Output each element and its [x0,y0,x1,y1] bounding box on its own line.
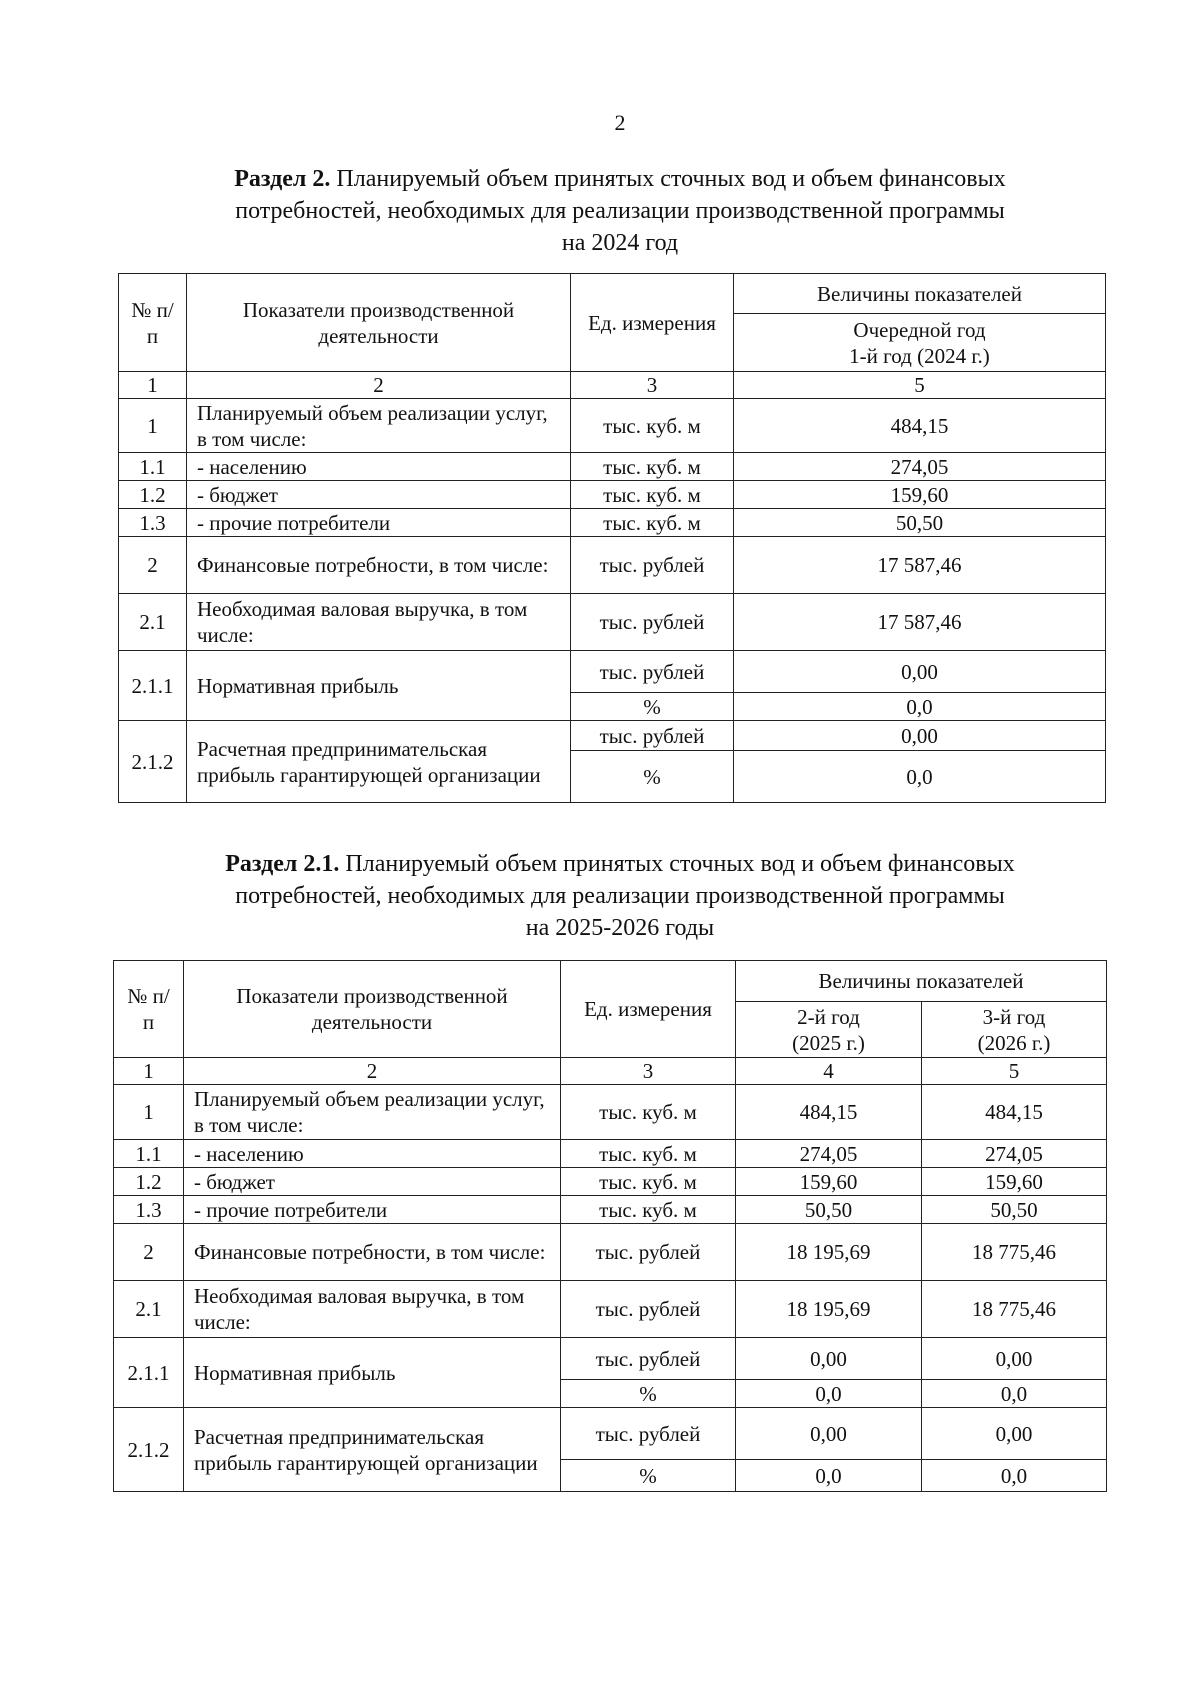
section-title-line2: потребностей, необходимых для реализации производственной программы [235,198,1005,224]
row-num: 2.1.1 [119,651,187,721]
row-indicator: - прочие потребители [184,1196,561,1224]
row-indicator: Расчетная предпринимательская прибыль гарантирующей организации [184,1408,561,1492]
table-row [114,1338,1107,1380]
header-year-2024 [734,314,1106,372]
row-indicator: - населению [187,453,571,481]
row-unit: тыс. рублей [571,537,734,594]
header-year3-line1: 3-й год [982,1004,1046,1029]
section-title-line3: на 2024 год [561,230,679,256]
row-indicator: Необходимая валовая выручка, в том числе: [184,1281,561,1338]
row-unit: тыс. рублей [561,1408,736,1460]
row-indicator: Планируемый объем реализации услуг, в том числе: [184,1085,561,1140]
table-2025-2026 [113,960,1107,1492]
row-num: 2 [119,537,187,594]
header-num: № п/п [114,961,184,1058]
row-indicator: - населению [184,1140,561,1168]
row-value-2026: 159,60 [922,1168,1107,1196]
row-unit: тыс. рублей [571,594,734,651]
header-year-line1: Очередной год [853,317,986,342]
header-year-line2: 1-й год (2024 г.) [849,343,990,368]
table-row [114,1140,1107,1168]
table-row [119,481,1106,509]
row-value-2025: 274,05 [736,1140,922,1168]
row-num: 1 [119,399,187,453]
table-row [114,1408,1107,1460]
row-unit: % [561,1460,736,1492]
row-num: 2 [114,1224,184,1281]
colnum: 1 [119,372,187,399]
row-value: 0,00 [734,721,1106,751]
row-indicator: Нормативная прибыль [184,1338,561,1408]
header-unit: Ед. измерения [571,274,734,372]
row-value: 17 587,46 [734,594,1106,651]
section-title-line3: на 2025-2026 годы [525,915,715,941]
row-indicator: Финансовые потребности, в том числе: [184,1224,561,1281]
row-value-2025: 0,00 [736,1408,922,1460]
row-value-2025: 50,50 [736,1196,922,1224]
row-indicator: - прочие потребители [187,509,571,537]
header-values-group: Величины показателей [736,961,1107,1002]
row-unit: тыс. рублей [561,1224,736,1281]
row-value-2025: 18 195,69 [736,1281,922,1338]
section-title-line1: Планируемый объем принятых сточных вод и объем финансовых [330,166,1006,192]
colnum: 2 [184,1058,561,1085]
row-unit: тыс. куб. м [571,481,734,509]
row-unit: тыс. куб. м [561,1085,736,1140]
header-values-group: Величины показателей [734,274,1106,314]
row-num: 2.1.2 [119,721,187,803]
row-num: 1.1 [114,1140,184,1168]
row-unit: % [561,1380,736,1408]
row-value-2026: 484,15 [922,1085,1107,1140]
table-row [114,1196,1107,1224]
table-row [119,721,1106,751]
row-num: 2.1 [114,1281,184,1338]
row-value-2026: 18 775,46 [922,1224,1107,1281]
row-value-2025: 484,15 [736,1085,922,1140]
row-value-2025: 0,00 [736,1338,922,1380]
row-value-2026: 50,50 [922,1196,1107,1224]
row-unit: тыс. куб. м [571,509,734,537]
row-unit: тыс. рублей [561,1281,736,1338]
header-unit: Ед. измерения [561,961,736,1058]
header-year-2025 [736,1002,922,1058]
row-value-2026: 0,00 [922,1338,1107,1380]
row-indicator: - бюджет [187,481,571,509]
row-value-2026: 0,00 [922,1408,1107,1460]
row-num: 1 [114,1085,184,1140]
section-title-line1: Планируемый объем принятых сточных вод и объем финансовых [339,851,1015,877]
row-unit: тыс. куб. м [571,453,734,481]
row-value-2026: 18 775,46 [922,1281,1107,1338]
table-row [119,594,1106,651]
row-value-2026: 0,0 [922,1380,1107,1408]
colnum: 4 [736,1058,922,1085]
row-unit: тыс. рублей [561,1338,736,1380]
row-unit: тыс. рублей [571,721,734,751]
row-value: 0,0 [734,693,1106,721]
row-num: 1.1 [119,453,187,481]
table-row [114,1224,1107,1281]
header-year-2026 [922,1002,1107,1058]
row-value: 0,00 [734,651,1106,693]
row-value-2025: 0,0 [736,1460,922,1492]
table-2024 [118,273,1106,803]
header-num: № п/п [119,274,187,372]
row-indicator: Финансовые потребности, в том числе: [187,537,571,594]
header-year3-line2: (2026 г.) [977,1030,1051,1055]
colnum: 3 [571,372,734,399]
row-value-2025: 159,60 [736,1168,922,1196]
row-value: 17 587,46 [734,537,1106,594]
header-indicator: Показатели производственной деятельности [187,274,571,372]
row-value-2025: 18 195,69 [736,1224,922,1281]
row-num: 1.3 [114,1196,184,1224]
row-unit: тыс. куб. м [561,1140,736,1168]
section-title-2 [130,163,1110,259]
colnum: 1 [114,1058,184,1085]
row-value-2026: 274,05 [922,1140,1107,1168]
page-number: 2 [614,110,626,135]
colnum: 5 [734,372,1106,399]
row-unit: тыс. куб. м [561,1196,736,1224]
table-row [119,651,1106,693]
row-unit: тыс. куб. м [561,1168,736,1196]
colnum: 2 [187,372,571,399]
table-row [119,399,1106,453]
section-title-bold: Раздел 2.1. [225,851,340,877]
table-row [119,453,1106,481]
header-indicator: Показатели производственной деятельности [184,961,561,1058]
row-num: 1.2 [114,1168,184,1196]
section-title-line2: потребностей, необходимых для реализации производственной программы [235,883,1005,909]
row-value: 50,50 [734,509,1106,537]
row-value: 274,05 [734,453,1106,481]
table-row [114,1085,1107,1140]
row-value-2026: 0,0 [922,1460,1107,1492]
row-indicator: Необходимая валовая выручка, в том числе: [187,594,571,651]
row-unit: тыс. куб. м [571,399,734,453]
header-year2-line2: (2025 г.) [792,1030,865,1055]
table-row [119,509,1106,537]
row-indicator: - бюджет [184,1168,561,1196]
row-unit: % [571,751,734,803]
table-row [114,1168,1107,1196]
row-num: 2.1.1 [114,1338,184,1408]
row-value: 484,15 [734,399,1106,453]
row-value: 159,60 [734,481,1106,509]
row-num: 1.2 [119,481,187,509]
row-unit: тыс. рублей [571,651,734,693]
row-indicator: Планируемый объем реализации услуг, в том числе: [187,399,571,453]
row-indicator: Расчетная предпринимательская прибыль гарантирующей организации [187,721,571,803]
section-title-2-1 [130,848,1110,944]
row-value: 0,0 [734,751,1106,803]
table-row [114,1281,1107,1338]
row-indicator: Нормативная прибыль [187,651,571,721]
row-num: 2.1.2 [114,1408,184,1492]
section-title-bold: Раздел 2. [234,166,331,192]
colnum: 5 [922,1058,1107,1085]
header-year2-line1: 2-й год [797,1004,860,1029]
row-num: 1.3 [119,509,187,537]
table-row [119,537,1106,594]
colnum: 3 [561,1058,736,1085]
row-unit: % [571,693,734,721]
row-value-2025: 0,0 [736,1380,922,1408]
row-num: 2.1 [119,594,187,651]
